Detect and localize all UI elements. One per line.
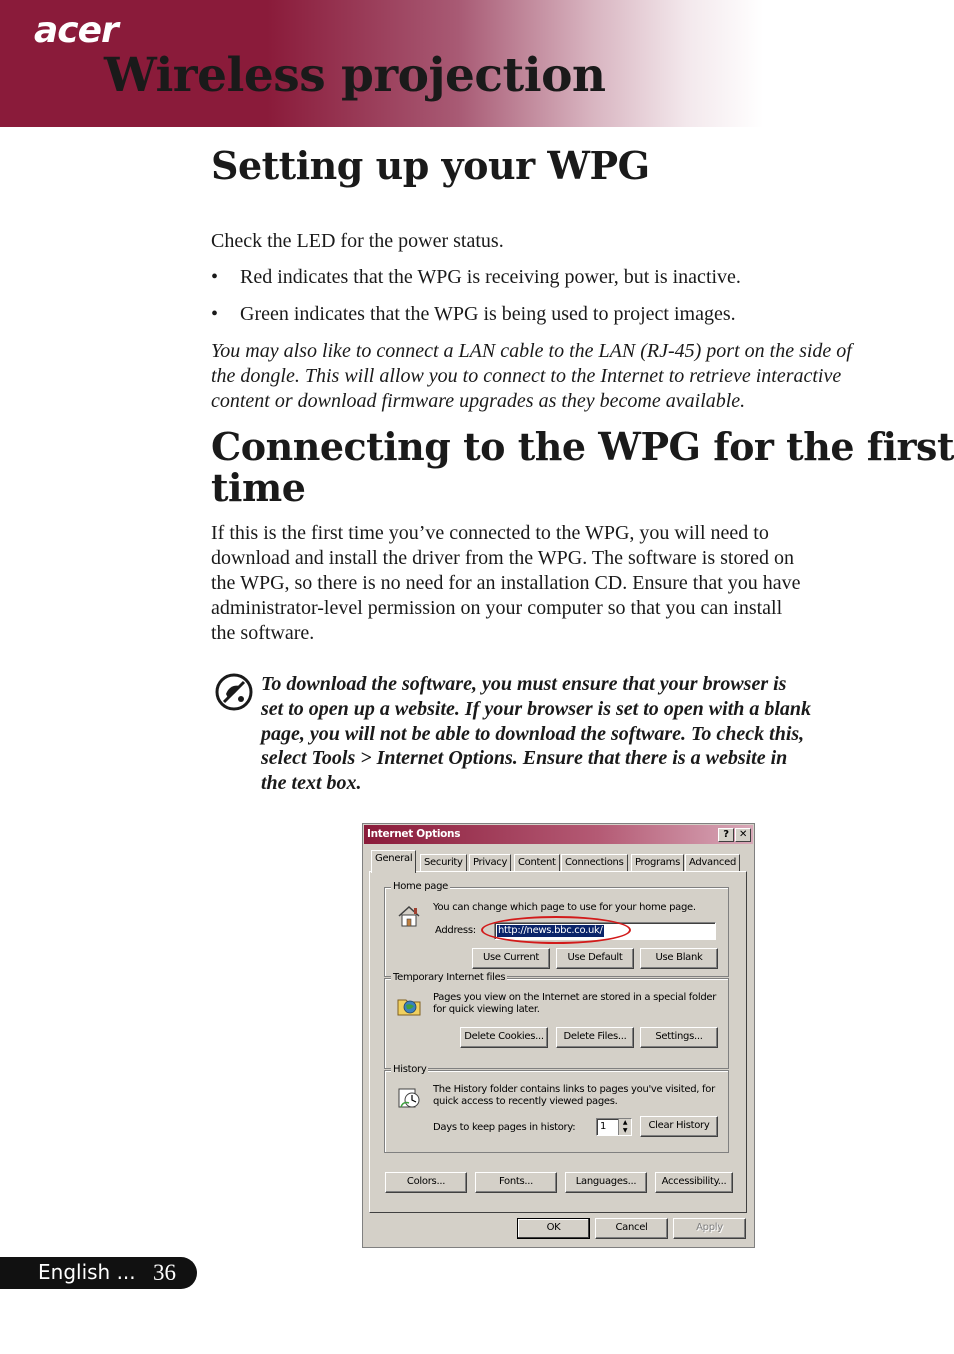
lan-note — [211, 339, 852, 414]
group-label: Temporary Internet files — [393, 972, 506, 983]
clear-history-button[interactable] — [640, 1116, 718, 1137]
note-line: page, you will not be able to download the software. To check this, — [261, 722, 805, 745]
history-description: quick access to recently viewed pages. — [433, 1096, 618, 1107]
temp-files-group — [384, 972, 729, 1069]
tab-content[interactable]: Content — [514, 854, 560, 872]
tab-programs[interactable]: Programs — [631, 854, 684, 872]
connecting-heading — [211, 426, 954, 508]
page-number: 36 — [153, 1260, 176, 1285]
lan-note-line: content or download firmware upgrades as they become available. — [211, 390, 746, 412]
note-icon — [214, 672, 254, 712]
acer-logo: acer — [34, 10, 118, 51]
dialog-titlebar — [364, 825, 753, 844]
spin-arrows-icon[interactable]: ▲ ▼ — [618, 1119, 631, 1135]
group-label: History — [393, 1064, 427, 1075]
days-value: 1 — [600, 1121, 607, 1132]
bullet-text: Red indicates that the WPG is receiving power, but is inactive. — [240, 266, 741, 288]
footer-language: English ... — [38, 1260, 136, 1284]
button-label: Cancel — [615, 1222, 648, 1233]
history-group — [384, 1064, 729, 1153]
connecting-paragraph — [211, 521, 801, 646]
internet-options-dialog — [362, 823, 755, 1248]
delete-cookies-button[interactable] — [460, 1027, 548, 1048]
button-label: Settings... — [655, 1031, 703, 1042]
house-icon — [395, 902, 423, 930]
bullet-dot: • — [211, 303, 219, 325]
address-value: http://news.bbc.co.uk/ — [498, 925, 603, 936]
download-note — [261, 672, 897, 796]
button-label: Accessibility... — [661, 1176, 727, 1187]
tab-security[interactable]: Security — [420, 854, 467, 872]
home-page-description: You can change which page to use for your home page. — [433, 902, 696, 913]
tab-privacy[interactable]: Privacy — [469, 854, 511, 872]
folder-globe-icon — [395, 991, 423, 1019]
use-default-button[interactable] — [556, 948, 634, 969]
temp-files-description: Pages you view on the Internet are stored in a special folder — [433, 992, 717, 1003]
paragraph-line: If this is the first time you’ve connected to the WPG, you will need to — [211, 522, 769, 544]
group-label: Home page — [393, 881, 448, 892]
address-highlight-ellipse — [481, 916, 631, 944]
button-label: Delete Cookies... — [464, 1031, 544, 1042]
tab-general[interactable]: General — [371, 850, 416, 873]
button-label: OK — [546, 1222, 561, 1233]
accessibility-button[interactable] — [655, 1172, 733, 1193]
section-title: Wireless projection — [104, 48, 606, 103]
tab-connections[interactable]: Connections — [561, 854, 628, 872]
button-label: Use Default — [567, 952, 623, 963]
button-label: Colors... — [406, 1176, 446, 1187]
temp-files-description: for quick viewing later. — [433, 1004, 540, 1015]
button-label: Delete Files... — [563, 1031, 627, 1042]
use-blank-button[interactable] — [640, 948, 718, 969]
ok-button[interactable] — [517, 1218, 590, 1239]
lan-note-line: You may also like to connect a LAN cable to the LAN (RJ-45) port on the side of — [211, 340, 852, 362]
languages-button[interactable] — [565, 1172, 647, 1193]
tab-advanced[interactable]: Advanced — [685, 854, 740, 872]
note-line: set to open up a website. If your browser is set to open with a blank — [261, 697, 812, 720]
page-footer — [0, 1257, 197, 1289]
days-stepper[interactable] — [596, 1118, 632, 1136]
history-description: The History folder contains links to pages you've visited, for — [433, 1084, 715, 1095]
paragraph-line: the software. — [211, 622, 315, 644]
button-label: Clear History — [648, 1120, 710, 1131]
bullet-text: Green indicates that the WPG is being used to project images. — [240, 303, 736, 325]
paragraph-line: the WPG, so there is no need for an installation CD. Ensure that you have — [211, 572, 801, 594]
button-label: Use Blank — [655, 952, 703, 963]
note-line: To download the software, you must ensure that your browser is — [261, 673, 787, 695]
fonts-button[interactable] — [475, 1172, 557, 1193]
help-button[interactable]: ? — [718, 828, 734, 842]
delete-files-button[interactable] — [556, 1027, 634, 1048]
setup-heading: Setting up your WPG — [211, 143, 650, 188]
connecting-heading-line: time — [211, 465, 306, 510]
button-label: Fonts... — [498, 1176, 534, 1187]
button-label: Use Current — [482, 952, 540, 963]
note-line: the text box. — [261, 772, 362, 795]
lan-note-line: the dongle. This will allow you to connect to the Internet to retrieve interactive — [211, 365, 842, 387]
address-label: Address: — [435, 925, 476, 936]
use-current-button[interactable] — [472, 948, 550, 969]
paragraph-line: administrator-level permission on your computer so that you can install — [211, 597, 783, 619]
history-icon — [395, 1083, 423, 1111]
button-label: Apply — [696, 1222, 723, 1233]
cancel-button[interactable] — [595, 1218, 668, 1239]
bullet-dot: • — [211, 266, 219, 288]
button-label: Languages... — [575, 1176, 637, 1187]
connecting-heading-line: Connecting to the WPG for the first — [211, 424, 954, 469]
settings-button[interactable] — [640, 1027, 718, 1048]
apply-button[interactable] — [673, 1218, 746, 1239]
dialog-title: Internet Options — [367, 828, 461, 840]
colors-button[interactable] — [385, 1172, 467, 1193]
close-button[interactable]: ✕ — [735, 828, 751, 842]
setup-intro: Check the LED for the power status. — [211, 230, 504, 252]
paragraph-line: download and install the driver from the WPG. The software is stored on — [211, 547, 795, 569]
note-line: select Tools > Internet Options. Ensure that there is a website in — [261, 747, 788, 770]
days-label: Days to keep pages in history: — [433, 1122, 576, 1133]
